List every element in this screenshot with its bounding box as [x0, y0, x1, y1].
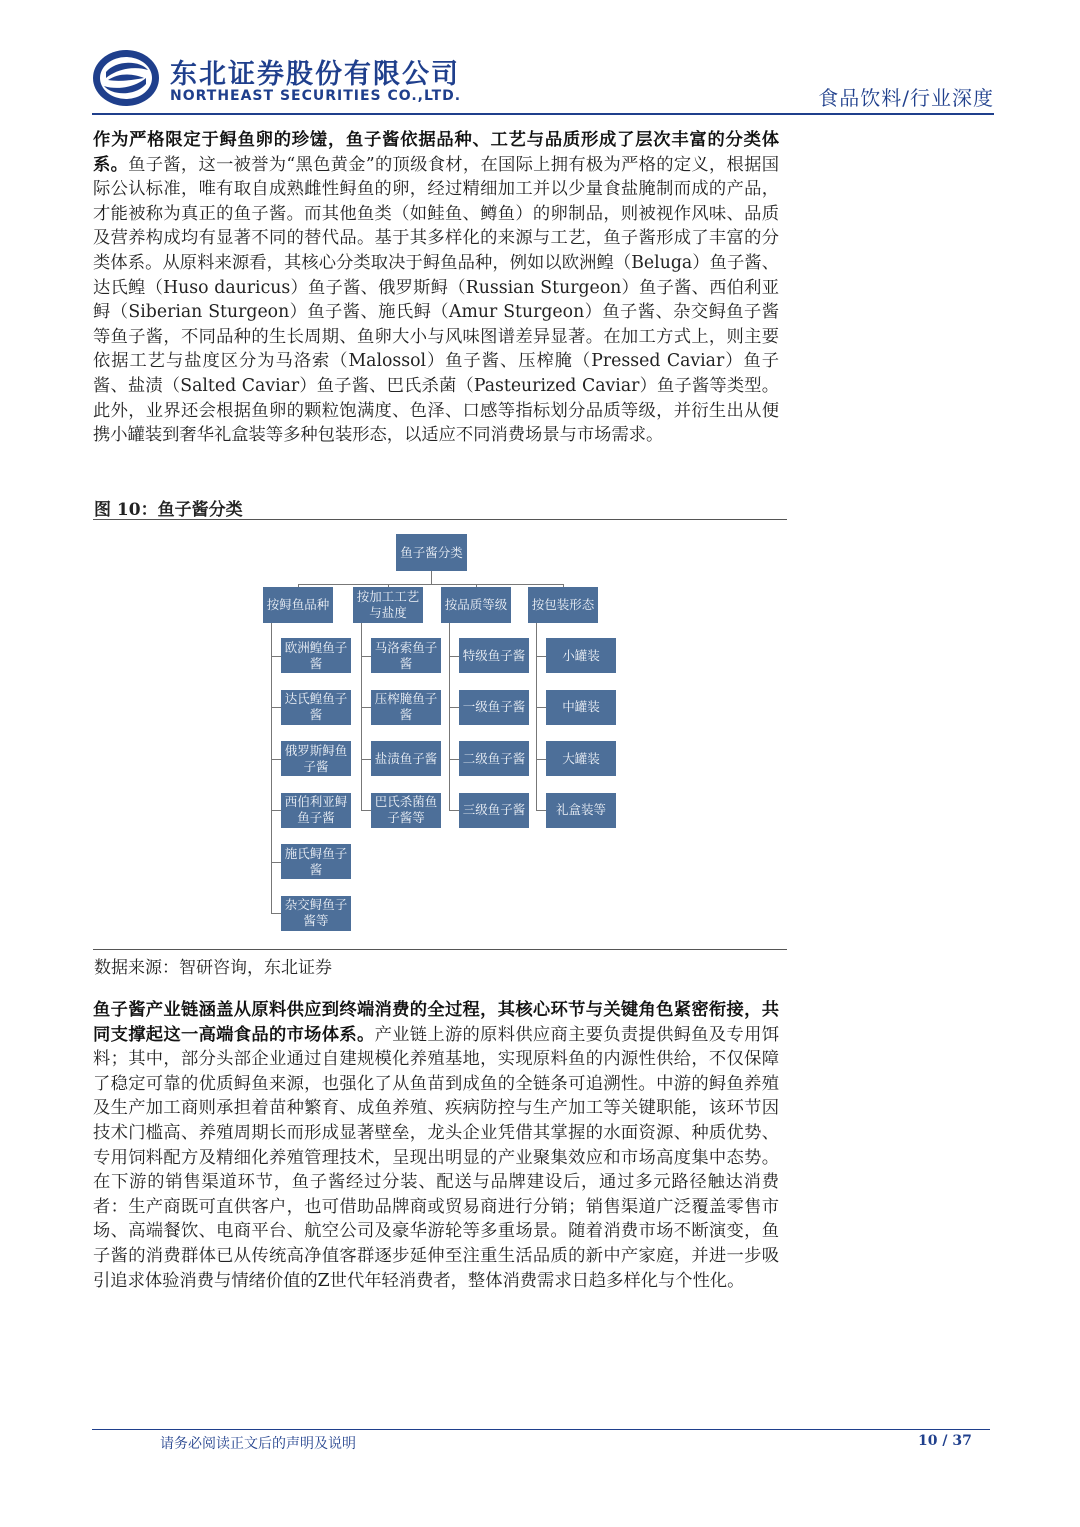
- tree-leaf-node: 俄罗斯鲟鱼子酱: [281, 741, 351, 776]
- branch-spine-2: [361, 623, 362, 811]
- leaf-connector: [361, 707, 371, 708]
- branch-connector-1: [298, 584, 299, 587]
- leaf-connector: [449, 759, 459, 760]
- leaf-connector: [271, 913, 281, 914]
- figure-source: 数据来源：智研咨询，东北证券: [94, 958, 332, 978]
- leaf-connector: [449, 810, 459, 811]
- footer-divider: [92, 1429, 990, 1430]
- industry-chain-paragraph: [93, 998, 779, 1293]
- tree-leaf-node: 三级鱼子酱: [459, 793, 529, 828]
- company-name-en: NORTHEAST SECURITIES CO.,LTD.: [170, 88, 462, 104]
- root-connector: [431, 571, 432, 584]
- report-category: 食品饮料/行业深度: [818, 86, 994, 110]
- branch-spine-3: [449, 623, 450, 811]
- tree-leaf-node: 大罐装: [546, 741, 616, 776]
- tree-branch-node-2: 按加工工艺与盐度: [353, 587, 423, 623]
- leaf-connector: [271, 759, 281, 760]
- page-number: 10 / 37: [918, 1433, 972, 1449]
- tree-leaf-node: 一级鱼子酱: [459, 690, 529, 725]
- company-logo: [92, 48, 492, 108]
- leaf-connector: [536, 656, 546, 657]
- tree-branch-node-4: 按包装形态: [528, 587, 598, 623]
- logo-emblem-icon: [92, 48, 162, 108]
- intro-paragraph: [93, 128, 779, 448]
- leaf-connector: [449, 707, 459, 708]
- branch-bus-line: [298, 584, 564, 585]
- tree-root-node: 鱼子酱分类: [396, 534, 467, 571]
- leaf-connector: [271, 656, 281, 657]
- leaf-connector: [449, 656, 459, 657]
- leaf-connector: [271, 810, 281, 811]
- tree-leaf-node: 施氏鲟鱼子酱: [281, 844, 351, 879]
- leaf-connector: [361, 656, 371, 657]
- tree-leaf-node: 二级鱼子酱: [459, 741, 529, 776]
- figure-title: 图 10：鱼子酱分类: [94, 500, 243, 520]
- tree-leaf-node: 盐渍鱼子酱: [371, 741, 441, 776]
- tree-leaf-node: 杂交鲟鱼子酱等: [281, 896, 351, 931]
- tree-leaf-node: 压榨腌鱼子酱: [371, 690, 441, 725]
- branch-spine-4: [536, 623, 537, 811]
- leaf-connector: [361, 810, 371, 811]
- footer-disclaimer: 请务必阅读正文后的声明及说明: [160, 1436, 356, 1452]
- leaf-connector: [536, 810, 546, 811]
- branch-spine-1: [271, 623, 272, 914]
- intro-body: 鱼子酱，这一被誉为“黑色黄金”的顶级食材，在国际上拥有极为严格的定义，根据国际公认标准，唯有取自成熟雌性鲟鱼的卵，经过精细加工并以少量食盐腌制而成的产品，才能被称为真正的鱼子酱。而其他鱼类（如鲑鱼、鳟鱼）的卵制品，则被视作风味、品质及营养构成均有显著不同的替代品。基于其多样化的来源与工艺，鱼子酱形成了丰富的分类体系。从原料来源看，其核心分类取决于鲟鱼品种，例如以欧洲鳇（Beluga）鱼子酱、达氏鳇（Huso dauricus）鱼子酱、俄罗斯鲟（Russian Sturgeon）鱼子酱、西伯利亚鲟（Siberian Sturgeon）鱼子酱、施氏鲟（Amur Sturgeon）鱼子酱、杂交鲟鱼子酱等鱼子酱，不同品种的生长周期、鱼卵大小与风味图谱差异显著。在加工方式上，则主要依据工艺与盐度区分为马洛索（Malossol）鱼子酱、压榨腌（Pressed Caviar）鱼子酱、盐渍（Salted Caviar）鱼子酱、巴氏杀菌（Pasteurized Caviar）鱼子酱等类型。此外，业界还会根据鱼卵的颗粒饱满度、色泽、口感等指标划分品质等级，并衍生出从便携小罐装到奢华礼盒装等多种包装形态，以适应不同消费场景与市场需求。: [93, 154, 779, 446]
- leaf-connector: [536, 707, 546, 708]
- tree-leaf-node: 欧洲鳇鱼子酱: [281, 638, 351, 673]
- tree-leaf-node: 小罐装: [546, 638, 616, 673]
- industry-chain-lead: 鱼子酱产业链涵盖从原料供应到终端消费的全过程，其核心环节与关键角色紧密衔接，共同支撑起这一高端食品的市场体系。: [93, 1000, 779, 1045]
- tree-leaf-node: 礼盒装等: [546, 793, 616, 828]
- leaf-connector: [361, 759, 371, 760]
- tree-leaf-node: 巴氏杀菌鱼子酱等: [371, 793, 441, 828]
- company-name-cn: 东北证券股份有限公司: [170, 59, 460, 90]
- figure-top-rule: [93, 519, 787, 520]
- intro-lead: 作为严格限定于鲟鱼卵的珍馐，鱼子酱依据品种、工艺与品质形成了层次丰富的分类体系。: [93, 130, 779, 175]
- tree-leaf-node: 达氏鳇鱼子酱: [281, 690, 351, 725]
- tree-branch-node-3: 按品质等级: [441, 587, 511, 623]
- tree-branch-node-1: 按鲟鱼品种: [263, 587, 333, 623]
- tree-leaf-node: 中罐装: [546, 690, 616, 725]
- tree-leaf-node: 马洛索鱼子酱: [371, 638, 441, 673]
- leaf-connector: [271, 707, 281, 708]
- leaf-connector: [271, 862, 281, 863]
- header-divider: [92, 113, 994, 115]
- tree-leaf-node: 特级鱼子酱: [459, 638, 529, 673]
- industry-chain-body: 产业链上游的原料供应商主要负责提供鲟鱼及专用饵料；其中，部分头部企业通过自建规模化养殖基地，实现原料鱼的内源性供给，不仅保障了稳定可靠的优质鲟鱼来源，也强化了从鱼苗到成鱼的全链条可追溯性。中游的鲟鱼养殖及生产加工商则承担着苗种繁育、成鱼养殖、疾病防控与生产加工等关键职能，该环节因技术门槛高、养殖周期长而形成显著壁垒，龙头企业凭借其掌握的水面资源、种质优势、专用饲料配方及精细化养殖管理技术，呈现出明显的产业聚集效应和市场高度集中态势。在下游的销售渠道环节，鱼子酱经过分装、配送与品牌建设后，通过多元路径触达消费者：生产商既可直供客户，也可借助品牌商或贸易商进行分销；销售渠道广泛覆盖零售市场、高端餐饮、电商平台、航空公司及豪华游轮等多重场景。随着消费市场不断演变，鱼子酱的消费群体已从传统高净值客群逐步延伸至注重生活品质的新中产家庭，并进一步吸引追求体验消费与情绪价值的Z世代年轻消费者，整体消费需求日趋多样化与个性化。: [93, 1024, 779, 1291]
- tree-leaf-node: 西伯利亚鲟鱼子酱: [281, 793, 351, 828]
- leaf-connector: [536, 759, 546, 760]
- branch-connector-4: [563, 584, 564, 587]
- figure-bottom-rule: [93, 949, 787, 950]
- branch-connector-2: [388, 584, 389, 587]
- branch-connector-3: [476, 584, 477, 587]
